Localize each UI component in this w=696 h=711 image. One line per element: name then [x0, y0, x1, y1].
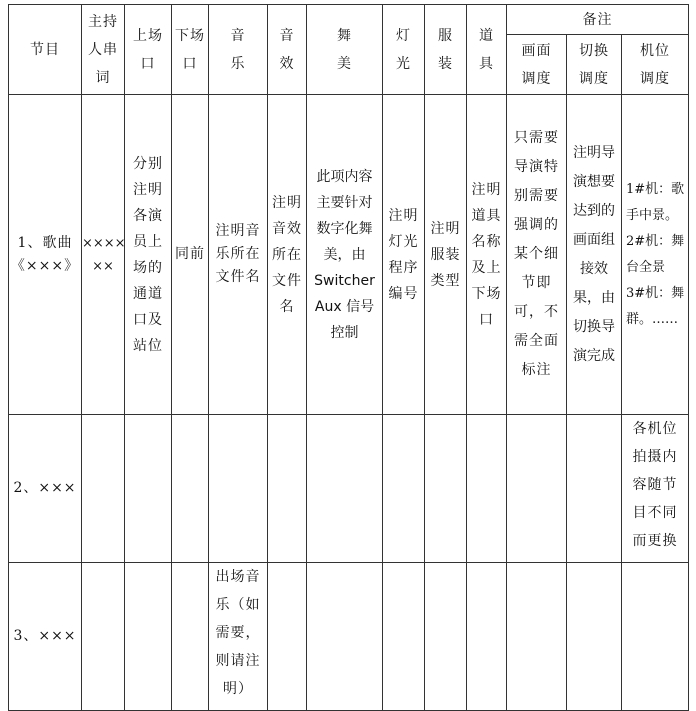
table-row [9, 415, 689, 563]
row2-enter [125, 415, 172, 563]
row2-props [467, 415, 507, 563]
row3-props [467, 563, 507, 711]
row2-picture [507, 415, 567, 563]
row1-music: 注明音 乐所在 文件名 [209, 95, 268, 415]
row3-costume [425, 563, 467, 711]
table-row [9, 95, 689, 415]
header-picture: 画面 调度 [507, 35, 567, 95]
program-schedule-table [8, 4, 689, 711]
row1-exit: 同前 [172, 95, 209, 415]
table-row [9, 563, 689, 711]
header-props: 道 具 [467, 5, 507, 95]
header-stage: 舞 美 [307, 5, 383, 95]
row1-program: 1、歌曲 《×××》 [9, 95, 82, 415]
row3-switch [567, 563, 622, 711]
header-enter: 上场 口 [125, 5, 172, 95]
header-sound: 音 效 [268, 5, 307, 95]
row2-exit [172, 415, 209, 563]
row3-exit [172, 563, 209, 711]
row2-host [82, 415, 125, 563]
row2-camera: 各机位 拍摄内 容随节 目不同 而更换 [622, 415, 689, 563]
header-camera: 机位 调度 [622, 35, 689, 95]
row3-picture [507, 563, 567, 711]
row2-program: 2、××× [9, 415, 82, 563]
row3-light [383, 563, 425, 711]
header-notes: 备注 [507, 5, 689, 35]
row2-costume [425, 415, 467, 563]
header-exit: 下场 口 [172, 5, 209, 95]
row1-switch: 注明导 演想要 达到的 画面组 接效 果，由 切换导 演完成 [567, 95, 622, 415]
row1-picture: 只需要 导演特 别需要 强调的 某个细 节即 可，不 需全面 标注 [507, 95, 567, 415]
row1-costume: 注明 服装 类型 [425, 95, 467, 415]
row1-props: 注明 道具 名称 及上 下场 口 [467, 95, 507, 415]
row1-camera: 1#机：歌 手中景。 2#机：舞 台全景 3#机：舞 群。…… [622, 95, 689, 415]
row2-light [383, 415, 425, 563]
row1-sound: 注明 音效 所在 文件 名 [268, 95, 307, 415]
row2-music [209, 415, 268, 563]
row3-enter [125, 563, 172, 711]
row1-stage: 此项内容 主要针对 数字化舞 美，由 Switcher Aux 信号 控制 [307, 95, 383, 415]
row3-sound [268, 563, 307, 711]
row2-sound [268, 415, 307, 563]
header-program: 节目 [9, 5, 82, 95]
header-costume: 服 装 [425, 5, 467, 95]
row3-host [82, 563, 125, 711]
header-light: 灯 光 [383, 5, 425, 95]
row3-stage [307, 563, 383, 711]
row3-program: 3、××× [9, 563, 82, 711]
header-host: 主持 人串 词 [82, 5, 125, 95]
row1-light: 注明 灯光 程序 编号 [383, 95, 425, 415]
row1-host: ×××× ×× [82, 95, 125, 415]
row3-music: 出场音 乐（如 需要， 则请注 明） [209, 563, 268, 711]
row2-switch [567, 415, 622, 563]
row3-camera [622, 563, 689, 711]
header-switch: 切换 调度 [567, 35, 622, 95]
row2-stage [307, 415, 383, 563]
row1-enter: 分别 注明 各演 员上 场的 通道 口及 站位 [125, 95, 172, 415]
header-music: 音 乐 [209, 5, 268, 95]
